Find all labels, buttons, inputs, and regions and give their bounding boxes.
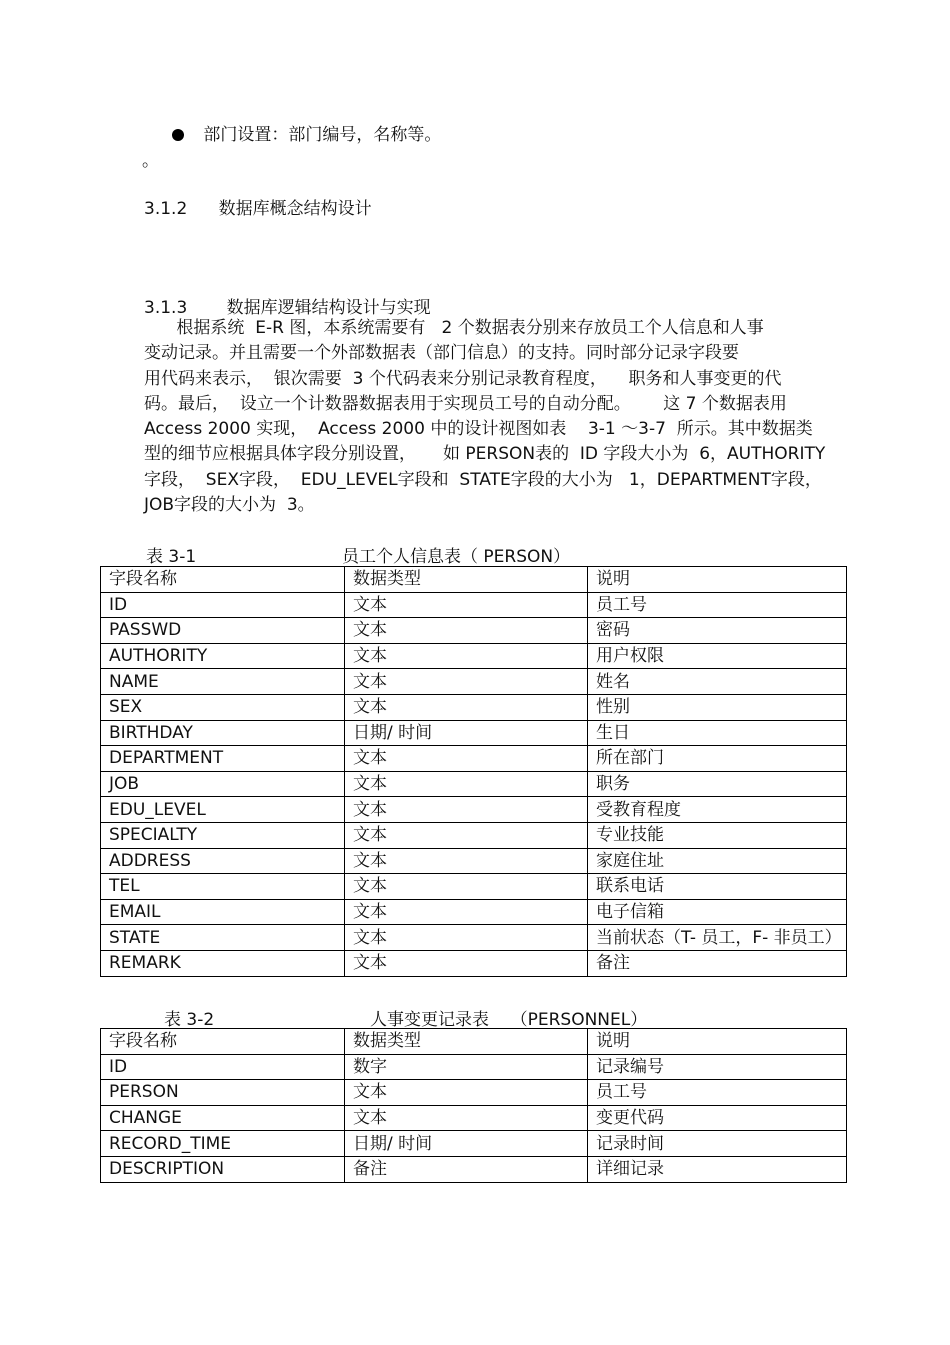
cell: 性别 <box>588 694 847 720</box>
cell: 备注 <box>345 1156 588 1182</box>
header-cell: 数据类型 <box>345 567 588 593</box>
cell: 文本 <box>345 925 588 951</box>
cell: 职务 <box>588 771 847 797</box>
table-row <box>101 694 847 720</box>
cell: 文本 <box>345 694 588 720</box>
table-row <box>101 1131 847 1157</box>
cell: 姓名 <box>588 669 847 695</box>
table-row <box>101 669 847 695</box>
cell: 变更代码 <box>588 1105 847 1131</box>
cell: RECORD_TIME <box>101 1131 345 1157</box>
table-row <box>101 950 847 976</box>
cell: 密码 <box>588 618 847 644</box>
cell: CHANGE <box>101 1105 345 1131</box>
cell: 日期/ 时间 <box>345 1131 588 1157</box>
table2-caption: 人事变更记录表 （PERSONNEL） <box>370 1010 648 1030</box>
cell: JOB <box>101 771 345 797</box>
section-number: 3.1.3 <box>144 298 188 318</box>
cell: ADDRESS <box>101 848 345 874</box>
table-row <box>101 1054 847 1080</box>
cell: PASSWD <box>101 618 345 644</box>
cell: 员工号 <box>588 592 847 618</box>
table-row <box>101 848 847 874</box>
table-row <box>101 746 847 772</box>
cell: SPECIALTY <box>101 822 345 848</box>
table1-label: 表 3-1 <box>146 547 197 567</box>
cell: 所在部门 <box>588 746 847 772</box>
section-title: 数据库概念结构设计 <box>218 199 372 219</box>
table-row <box>101 874 847 900</box>
cell: 数字 <box>345 1054 588 1080</box>
paragraph-line: 码。最后， 设立一个计数器数据表用于实现员工号的自动分配。 这 7 个数据表用 <box>144 393 787 414</box>
cell: ID <box>101 1054 345 1080</box>
cell: AUTHORITY <box>101 643 345 669</box>
cell: 文本 <box>345 618 588 644</box>
cell: PERSON <box>101 1080 345 1106</box>
cell: 用户权限 <box>588 643 847 669</box>
table-row <box>101 618 847 644</box>
bullet-text: 部门设置：部门编号，名称等。 <box>203 125 442 145</box>
personnel-table <box>100 1028 847 1183</box>
table-row <box>101 771 847 797</box>
cell: SEX <box>101 694 345 720</box>
cell: 文本 <box>345 746 588 772</box>
header-cell: 说明 <box>588 567 847 593</box>
table-row <box>101 643 847 669</box>
cell: REMARK <box>101 950 345 976</box>
section-heading-312 <box>144 194 372 219</box>
bullet-dot-icon <box>172 129 184 141</box>
cell: NAME <box>101 669 345 695</box>
table-header-row <box>101 1029 847 1055</box>
cell: DESCRIPTION <box>101 1156 345 1182</box>
section-number: 3.1.2 <box>144 199 188 219</box>
cell: 文本 <box>345 669 588 695</box>
table-row <box>101 822 847 848</box>
header-cell: 数据类型 <box>345 1029 588 1055</box>
section-title: 数据库逻辑结构设计与实现 <box>226 298 431 318</box>
cell: 文本 <box>345 822 588 848</box>
bullet-item <box>172 120 441 145</box>
paragraph-line: JOB字段的大小为 3。 <box>144 495 315 516</box>
person-table <box>100 566 847 977</box>
table-row <box>101 899 847 925</box>
table-row <box>101 1080 847 1106</box>
cell: 联系电话 <box>588 874 847 900</box>
cell: DEPARTMENT <box>101 746 345 772</box>
cell: ID <box>101 592 345 618</box>
cell: 文本 <box>345 797 588 823</box>
cell: 生日 <box>588 720 847 746</box>
cell: 详细记录 <box>588 1156 847 1182</box>
cell: EMAIL <box>101 899 345 925</box>
table-header-row <box>101 567 847 593</box>
stray-mark: 。 <box>142 151 159 171</box>
cell: 文本 <box>345 899 588 925</box>
table-row <box>101 592 847 618</box>
cell: 专业技能 <box>588 822 847 848</box>
cell: 文本 <box>345 874 588 900</box>
cell: 日期/ 时间 <box>345 720 588 746</box>
cell: 文本 <box>345 950 588 976</box>
table-row <box>101 720 847 746</box>
cell: 员工号 <box>588 1080 847 1106</box>
header-cell: 说明 <box>588 1029 847 1055</box>
cell: 文本 <box>345 1080 588 1106</box>
cell: 文本 <box>345 771 588 797</box>
body-paragraph <box>144 316 844 518</box>
table-row <box>101 1156 847 1182</box>
cell: EDU_LEVEL <box>101 797 345 823</box>
cell: TEL <box>101 874 345 900</box>
paragraph-line: 用代码来表示， 银次需要 3 个代码表来分别记录教育程度， 职务和人事变更的代 <box>144 368 782 389</box>
paragraph-line: 型的细节应根据具体字段分别设置， 如 PERSON表的 ID 字段大小为 6，AUTHORITY <box>144 444 826 465</box>
section-heading-313 <box>144 293 431 318</box>
cell: 当前状态（T- 员工，F- 非员工） <box>588 925 847 951</box>
paragraph-line: 变动记录。并且需要一个外部数据表（部门信息）的支持。同时部分记录字段要 <box>144 343 739 364</box>
cell: BIRTHDAY <box>101 720 345 746</box>
cell: 家庭住址 <box>588 848 847 874</box>
paragraph-line: 字段， SEX字段， EDU_LEVEL字段和 STATE字段的大小为 1，DEPARTMENT字段， <box>144 469 822 490</box>
table-row <box>101 925 847 951</box>
cell: 记录编号 <box>588 1054 847 1080</box>
paragraph-line: 根据系统 E-R 图，本系统需要有 2 个数据表分别来存放员工个人信息和人事 <box>144 318 764 338</box>
cell: 文本 <box>345 848 588 874</box>
cell: 记录时间 <box>588 1131 847 1157</box>
cell: 文本 <box>345 643 588 669</box>
table-row <box>101 797 847 823</box>
header-cell: 字段名称 <box>101 567 345 593</box>
cell: 文本 <box>345 592 588 618</box>
cell: 文本 <box>345 1105 588 1131</box>
table-row <box>101 1105 847 1131</box>
cell: STATE <box>101 925 345 951</box>
cell: 受教育程度 <box>588 797 847 823</box>
cell: 电子信箱 <box>588 899 847 925</box>
paragraph-line: Access 2000 实现， Access 2000 中的设计视图如表 3-1 ～3-7 所示。其中数据类 <box>144 419 813 440</box>
table2-label: 表 3-2 <box>164 1010 215 1030</box>
table1-caption: 员工个人信息表（ PERSON） <box>342 547 571 567</box>
cell: 备注 <box>588 950 847 976</box>
header-cell: 字段名称 <box>101 1029 345 1055</box>
